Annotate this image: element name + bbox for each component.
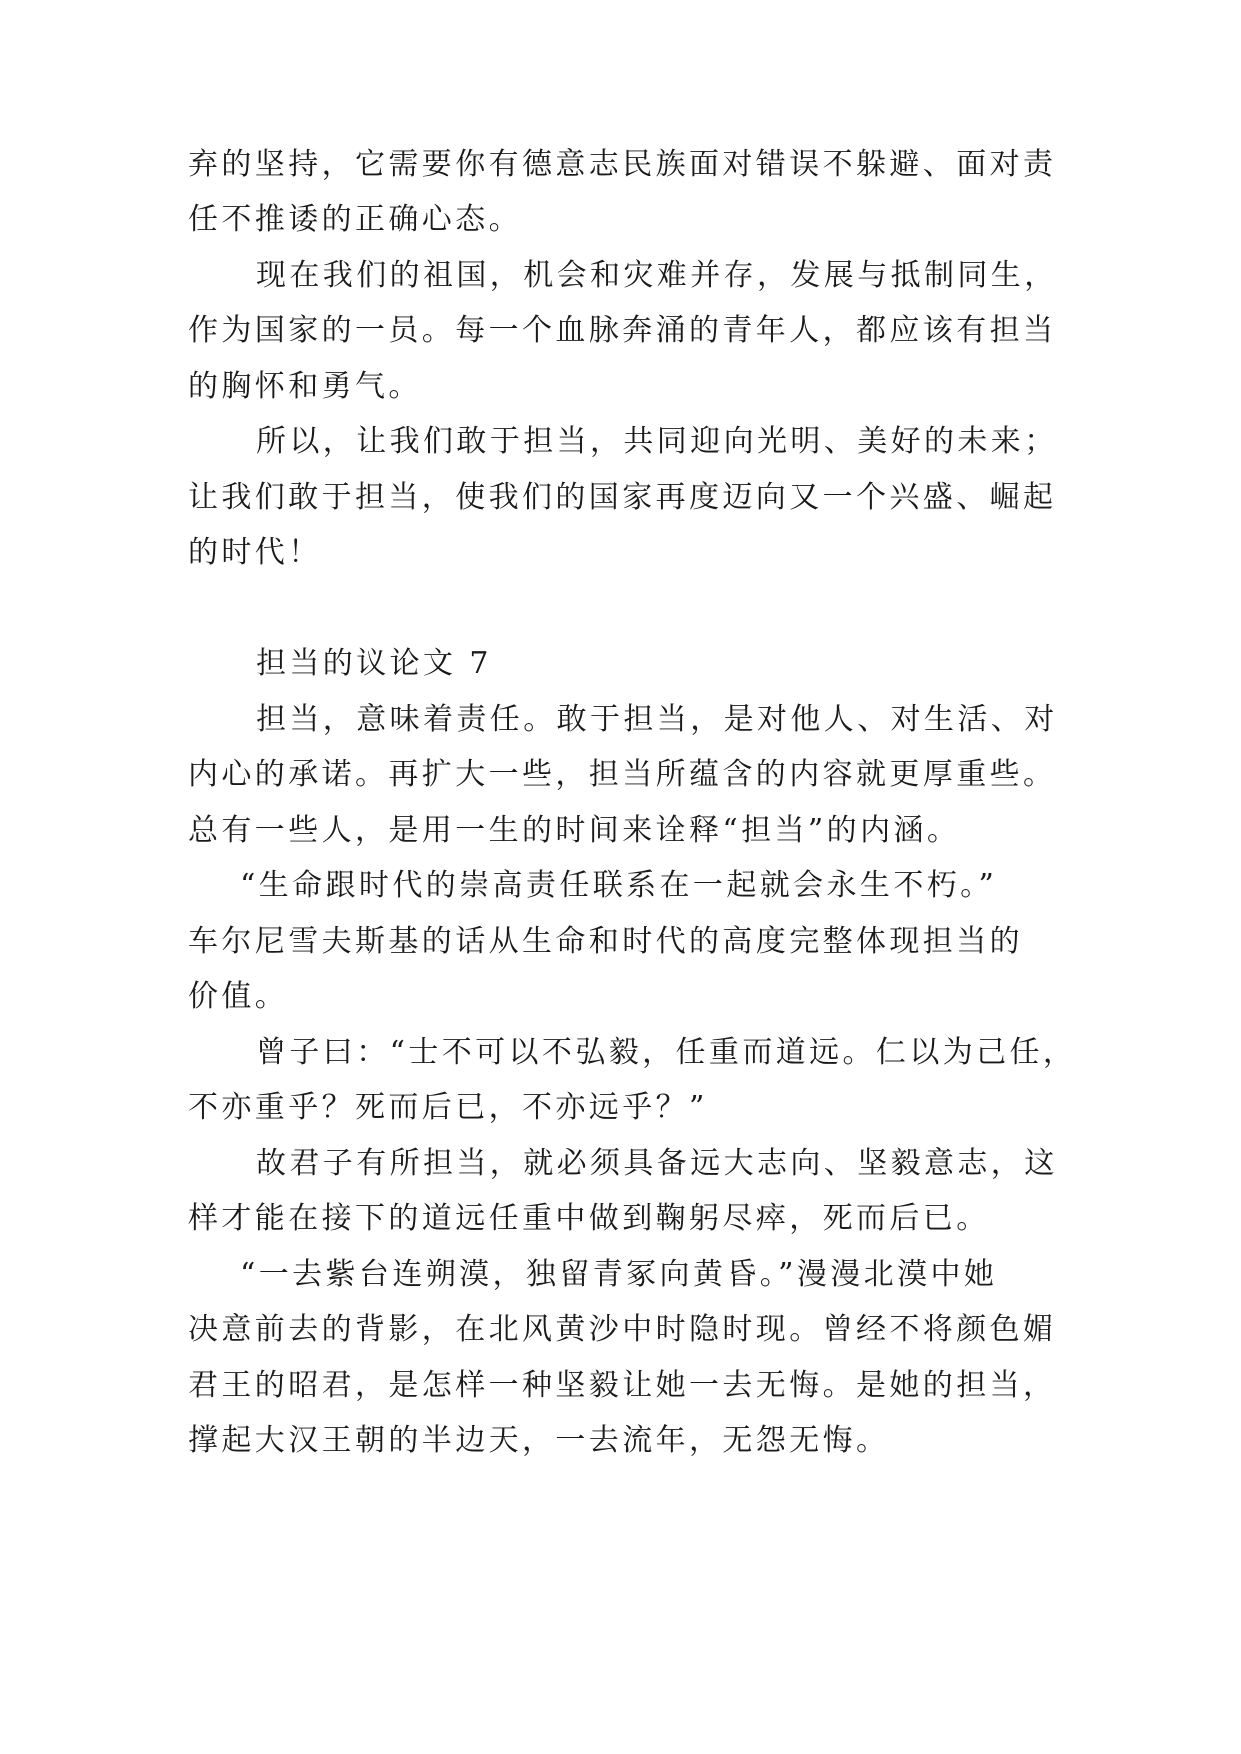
paragraph-line: “一去紫台连朔漠，独留青冢向黄昏。”漫漫北漠中她 — [240, 1257, 998, 1292]
paragraph-line: 价值。 — [188, 979, 289, 1014]
paragraph-line: 现在我们的祖国，机会和灾难并存，发展与抵制同生， — [256, 258, 1058, 293]
paragraph-line: 曾子曰：“士不可以不弘毅，任重而道远。仁以为己任， — [256, 1035, 1077, 1070]
paragraph-line: 担当，意味着责任。敢于担当，是对他人、对生活、对 — [256, 702, 1058, 737]
paragraph-line: 的时代！ — [188, 535, 322, 570]
paragraph-line: 撑起大汉王朝的半边天，一去流年，无怨无悔。 — [188, 1423, 890, 1458]
paragraph-line: 车尔尼雪夫斯基的话从生命和时代的高度完整体现担当的 — [188, 924, 1023, 959]
paragraph-line: 故君子有所担当，就必须具备远大志向、坚毅意志，这 — [256, 1146, 1058, 1181]
section-heading: 担当的议论文 7 — [256, 646, 492, 681]
paragraph-line: 内心的承诺。再扩大一些，担当所蕴含的内容就更厚重些。 — [188, 757, 1057, 792]
paragraph-line: 总有一些人，是用一生的时间来诠释“担当”的内涵。 — [188, 813, 961, 848]
paragraph-line: 所以，让我们敢于担当，共同迎向光明、美好的未来； — [256, 424, 1058, 459]
paragraph-line: 不亦重乎？死而后已，不亦远乎？” — [188, 1090, 708, 1125]
paragraph-line: 的胸怀和勇气。 — [188, 369, 422, 404]
paragraph-line: 作为国家的一员。每一个血脉奔涌的青年人，都应该有担当 — [188, 313, 1057, 348]
paragraph-line: 弃的坚持，它需要你有德意志民族面对错误不躲避、面对责 — [188, 147, 1057, 182]
paragraph-line: “生命跟时代的崇高责任联系在一起就会永生不朽。” — [240, 868, 998, 903]
paragraph-line: 君王的昭君，是怎样一种坚毅让她一去无悔。是她的担当， — [188, 1368, 1057, 1403]
paragraph-line: 决意前去的背影，在北风黄沙中时隐时现。曾经不将颜色媚 — [188, 1312, 1057, 1347]
paragraph-line: 样才能在接下的道远任重中做到鞠躬尽瘁，死而后已。 — [188, 1201, 990, 1236]
paragraph-line: 任不推诿的正确心态。 — [188, 202, 522, 237]
paragraph-line: 让我们敢于担当，使我们的国家再度迈向又一个兴盛、崛起 — [188, 480, 1057, 515]
